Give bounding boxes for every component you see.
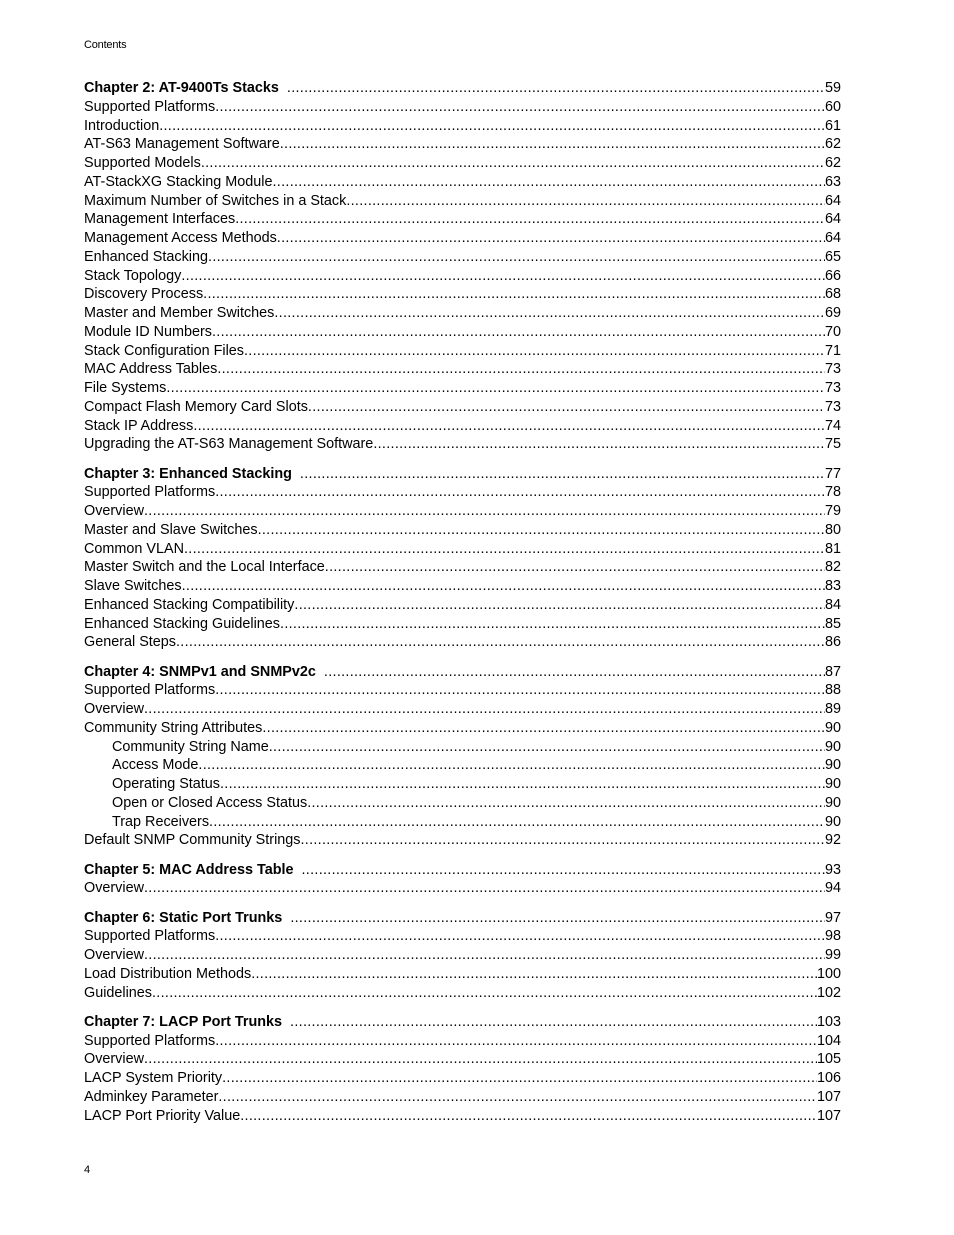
- toc-page-number: 90: [824, 813, 841, 830]
- toc-page-number: 83: [824, 578, 841, 594]
- toc-page-number: 106: [816, 1070, 841, 1086]
- toc-entry-label: Supported Platforms: [84, 98, 216, 115]
- toc-entry-label: Default SNMP Community Strings: [84, 832, 301, 849]
- toc-entry-label: Enhanced Stacking Compatibility: [84, 596, 295, 613]
- toc-chapter-title[interactable]: [84, 79, 841, 98]
- toc-page-number: 73: [824, 398, 841, 415]
- toc-page-number: 70: [824, 323, 841, 340]
- dot-leader: [152, 984, 817, 1003]
- toc-entry-label: Overview: [84, 880, 144, 897]
- toc-chapter: [84, 465, 841, 653]
- toc-page-number: 98: [824, 928, 841, 945]
- toc-entry[interactable]: [84, 483, 841, 502]
- toc-page-number: 85: [824, 615, 841, 632]
- toc-entry[interactable]: [84, 540, 841, 559]
- toc-entry-label: Access Mode: [112, 757, 199, 774]
- toc-entry-label: Management Access Methods: [84, 230, 277, 246]
- toc-entry-label: Stack Topology: [84, 267, 182, 284]
- dot-leader: [215, 1032, 817, 1051]
- dot-leader: [240, 1107, 817, 1126]
- dot-leader: [269, 738, 825, 757]
- toc-entry-label: Guidelines: [84, 984, 152, 1001]
- dot-leader: [212, 323, 825, 342]
- toc-entry-label: Chapter 6: Static Port Trunks: [84, 909, 283, 926]
- toc-page-number: 100: [816, 965, 841, 982]
- toc-entry-label: AT-StackXG Stacking Module: [84, 173, 273, 190]
- toc-page-number: 64: [824, 192, 841, 209]
- toc-subentry[interactable]: [84, 738, 841, 757]
- toc-entry[interactable]: [84, 173, 841, 192]
- toc-entry-label: General Steps: [84, 634, 176, 651]
- dot-leader: [290, 1013, 817, 1032]
- toc-entry[interactable]: [84, 435, 841, 454]
- toc-entry-label: LACP Port Priority Value: [84, 1107, 241, 1124]
- dot-leader: [300, 831, 825, 850]
- dot-leader: [258, 521, 825, 540]
- toc-chapter: [84, 1013, 841, 1126]
- toc-entry[interactable]: [84, 681, 841, 700]
- toc-entry[interactable]: [84, 558, 841, 577]
- toc-entry[interactable]: [84, 965, 841, 984]
- dot-leader: [159, 117, 825, 136]
- toc-page-number: 82: [824, 559, 841, 576]
- toc-entry-label: Compact Flash Memory Card Slots: [84, 398, 308, 415]
- dot-leader: [251, 965, 817, 984]
- toc-entry[interactable]: [84, 192, 841, 211]
- dot-leader: [280, 615, 825, 634]
- toc-subentry[interactable]: [84, 756, 841, 775]
- toc-entry[interactable]: [84, 285, 841, 304]
- toc-entry[interactable]: [84, 267, 841, 286]
- toc-entry[interactable]: [84, 304, 841, 323]
- dot-leader: [203, 285, 825, 304]
- toc-entry[interactable]: [84, 135, 841, 154]
- dot-leader: [209, 813, 825, 832]
- toc-entry-label: Slave Switches: [84, 578, 182, 594]
- dot-leader: [181, 267, 825, 286]
- toc-page-number: 71: [824, 342, 841, 359]
- toc-chapter: [84, 909, 841, 1003]
- dot-leader: [144, 502, 825, 521]
- toc-page-number: 88: [824, 682, 841, 699]
- toc-entry-label: Supported Platforms: [84, 1032, 216, 1049]
- dot-leader: [166, 379, 825, 398]
- toc-entry[interactable]: [84, 831, 841, 850]
- toc-entry-label: Discovery Process: [84, 286, 204, 303]
- toc-page-number: 102: [816, 984, 841, 1001]
- toc-entry-label: Stack Configuration Files: [84, 342, 244, 359]
- toc-entry-label: Community String Attributes: [84, 719, 263, 736]
- toc-page-number: 90: [824, 719, 841, 736]
- dot-leader: [262, 719, 825, 738]
- toc-entry-label: MAC Address Tables: [84, 361, 218, 378]
- toc-entry-label: Supported Platforms: [84, 682, 216, 699]
- dot-leader: [235, 210, 825, 229]
- toc-entry-label: Overview: [84, 701, 144, 717]
- dot-leader: [176, 633, 825, 652]
- toc-entry-label: Overview: [84, 947, 144, 963]
- toc-entry-label: Chapter 2: AT-9400Ts Stacks: [84, 80, 279, 96]
- toc-page-number: 77: [824, 465, 841, 482]
- dot-leader: [373, 435, 825, 454]
- dot-leader: [215, 927, 825, 946]
- toc-chapter-title[interactable]: [84, 465, 841, 484]
- toc-entry-label: Master Switch and the Local Interface: [84, 559, 325, 576]
- toc-entry[interactable]: [84, 927, 841, 946]
- dot-leader: [144, 879, 825, 898]
- toc-page-number: 61: [824, 117, 841, 134]
- toc-entry-label: LACP System Priority: [84, 1070, 223, 1086]
- toc-page-number: 80: [824, 521, 841, 538]
- toc-page-number: 107: [816, 1088, 841, 1105]
- toc-entry-label: Common VLAN: [84, 540, 184, 557]
- toc-chapter: [84, 663, 841, 851]
- dot-leader: [215, 483, 825, 502]
- toc-page-number: 62: [824, 136, 841, 153]
- toc-page-number: 73: [824, 380, 841, 396]
- toc-entry[interactable]: [84, 1050, 841, 1069]
- toc-entry[interactable]: [84, 210, 841, 229]
- toc-page-number: 79: [824, 503, 841, 519]
- toc-page-number: 81: [824, 540, 841, 557]
- toc-entry[interactable]: [84, 98, 841, 117]
- toc-page-number: 90: [824, 738, 841, 755]
- toc-subentry[interactable]: [84, 775, 841, 794]
- toc-entry-label: Chapter 5: MAC Address Table: [84, 861, 294, 878]
- dot-leader: [290, 909, 825, 928]
- toc-entry[interactable]: [84, 154, 841, 173]
- dot-leader: [215, 681, 825, 700]
- toc-entry[interactable]: [84, 417, 841, 436]
- toc-entry-label: Management Interfaces: [84, 211, 236, 228]
- toc-entry-label: Supported Platforms: [84, 928, 216, 945]
- table-of-contents: [84, 79, 841, 1136]
- toc-entry[interactable]: [84, 719, 841, 738]
- toc-entry-label: Overview: [84, 503, 144, 519]
- toc-chapter-title[interactable]: [84, 1013, 841, 1032]
- dot-leader: [218, 1088, 817, 1107]
- toc-entry-label: Operating Status: [112, 776, 220, 792]
- toc-entry[interactable]: [84, 342, 841, 361]
- toc-entry[interactable]: [84, 379, 841, 398]
- dot-leader: [193, 417, 825, 436]
- dot-leader: [308, 398, 825, 417]
- toc-chapter: [84, 79, 841, 454]
- toc-entry[interactable]: [84, 502, 841, 521]
- dot-leader: [222, 1069, 817, 1088]
- dot-leader: [201, 154, 825, 173]
- toc-entry-label: Chapter 7: LACP Port Trunks: [84, 1013, 283, 1030]
- dot-leader: [325, 558, 825, 577]
- toc-entry-label: Load Distribution Methods: [84, 965, 252, 982]
- toc-page-number: 63: [824, 173, 841, 190]
- dot-leader: [144, 700, 825, 719]
- toc-entry-label: Stack IP Address: [84, 417, 194, 434]
- toc-entry[interactable]: [84, 633, 841, 652]
- toc-entry[interactable]: [84, 398, 841, 417]
- dot-leader: [220, 775, 825, 794]
- toc-page-number: 86: [824, 634, 841, 651]
- toc-entry[interactable]: [84, 577, 841, 596]
- toc-page-number: 75: [824, 436, 841, 453]
- toc-page-number: 94: [824, 880, 841, 897]
- toc-page-number: 89: [824, 701, 841, 717]
- toc-page-number: 93: [824, 861, 841, 878]
- toc-page-number: 78: [824, 484, 841, 501]
- dot-leader: [273, 173, 825, 192]
- toc-entry[interactable]: [84, 248, 841, 267]
- dot-leader: [217, 360, 825, 379]
- toc-chapter-title[interactable]: [84, 909, 841, 928]
- toc-entry-label: Introduction: [84, 117, 160, 134]
- toc-page-number: 103: [816, 1013, 841, 1030]
- toc-page-number: 62: [824, 155, 841, 171]
- dot-leader: [144, 946, 825, 965]
- toc-entry-label: Chapter 3: Enhanced Stacking: [84, 465, 292, 482]
- toc-chapter: [84, 861, 841, 899]
- toc-entry-label: Supported Platforms: [84, 484, 216, 501]
- toc-entry-label: Community String Name: [112, 738, 269, 755]
- toc-page-number: 97: [824, 909, 841, 926]
- toc-entry[interactable]: [84, 117, 841, 136]
- dot-leader: [144, 1050, 817, 1069]
- toc-page-number: 64: [824, 211, 841, 228]
- toc-entry[interactable]: [84, 323, 841, 342]
- dot-leader: [244, 342, 825, 361]
- toc-page-number: 107: [816, 1107, 841, 1124]
- toc-entry[interactable]: [84, 1107, 841, 1126]
- toc-page-number: 90: [824, 794, 841, 811]
- toc-entry-label: Open or Closed Access Status: [112, 794, 308, 811]
- toc-entry[interactable]: [84, 596, 841, 615]
- dot-leader: [277, 229, 825, 248]
- dot-leader: [198, 756, 825, 775]
- toc-entry-label: Trap Receivers: [112, 813, 210, 830]
- toc-page-number: 87: [824, 663, 841, 680]
- toc-subentry[interactable]: [84, 813, 841, 832]
- dot-leader: [208, 248, 825, 267]
- toc-entry-label: Overview: [84, 1051, 144, 1068]
- toc-entry-label: Adminkey Parameter: [84, 1088, 219, 1105]
- dot-leader: [302, 861, 825, 880]
- toc-entry-label: Supported Models: [84, 155, 201, 171]
- dot-leader: [274, 304, 825, 323]
- running-header: Contents: [84, 39, 127, 51]
- toc-entry-label: Master and Slave Switches: [84, 521, 258, 538]
- toc-entry-label: Module ID Numbers: [84, 323, 212, 340]
- toc-page-number: 73: [824, 361, 841, 378]
- toc-page-number: 68: [824, 286, 841, 303]
- toc-entry[interactable]: [84, 615, 841, 634]
- toc-page-number: 64: [824, 230, 841, 246]
- toc-page-number: 69: [824, 305, 841, 321]
- toc-page-number: 66: [824, 267, 841, 284]
- toc-entry[interactable]: [84, 229, 841, 248]
- dot-leader: [280, 135, 825, 154]
- toc-subentry[interactable]: [84, 794, 841, 813]
- toc-page-number: 104: [816, 1032, 841, 1049]
- toc-entry-label: Master and Member Switches: [84, 305, 275, 321]
- toc-page-number: 60: [824, 98, 841, 115]
- toc-entry[interactable]: [84, 879, 841, 898]
- toc-entry-label: Enhanced Stacking Guidelines: [84, 615, 281, 632]
- toc-page-number: 59: [824, 80, 841, 96]
- toc-page-number: 90: [824, 776, 841, 792]
- toc-entry[interactable]: [84, 984, 841, 1003]
- toc-entry-label: File Systems: [84, 380, 167, 396]
- dot-leader: [300, 465, 825, 484]
- dot-leader: [307, 794, 825, 813]
- dot-leader: [324, 663, 825, 682]
- toc-entry[interactable]: [84, 360, 841, 379]
- toc-entry-label: AT-S63 Management Software: [84, 136, 280, 153]
- toc-entry[interactable]: [84, 1032, 841, 1051]
- dot-leader: [215, 98, 825, 117]
- dot-leader: [294, 596, 825, 615]
- toc-page-number: 99: [824, 947, 841, 963]
- toc-entry-label: Chapter 4: SNMPv1 and SNMPv2c: [84, 663, 316, 680]
- toc-page-number: 92: [824, 832, 841, 849]
- toc-entry[interactable]: [84, 946, 841, 965]
- toc-entry[interactable]: [84, 1088, 841, 1107]
- toc-chapter-title[interactable]: [84, 663, 841, 682]
- toc-page-number: 105: [816, 1051, 841, 1068]
- toc-page-number: 65: [824, 248, 841, 265]
- dot-leader: [346, 192, 825, 211]
- toc-page-number: 74: [824, 417, 841, 434]
- dot-leader: [287, 79, 825, 98]
- toc-entry[interactable]: [84, 1069, 841, 1088]
- toc-page-number: 84: [824, 596, 841, 613]
- toc-entry-label: Upgrading the AT-S63 Management Software: [84, 436, 374, 453]
- toc-entry[interactable]: [84, 700, 841, 719]
- toc-entry[interactable]: [84, 521, 841, 540]
- toc-entry-label: Maximum Number of Switches in a Stack: [84, 192, 347, 209]
- toc-chapter-title[interactable]: [84, 861, 841, 880]
- toc-page-number: 90: [824, 757, 841, 774]
- dot-leader: [182, 577, 825, 596]
- toc-entry-label: Enhanced Stacking: [84, 248, 209, 265]
- dot-leader: [184, 540, 825, 559]
- page-number: 4: [84, 1164, 91, 1176]
